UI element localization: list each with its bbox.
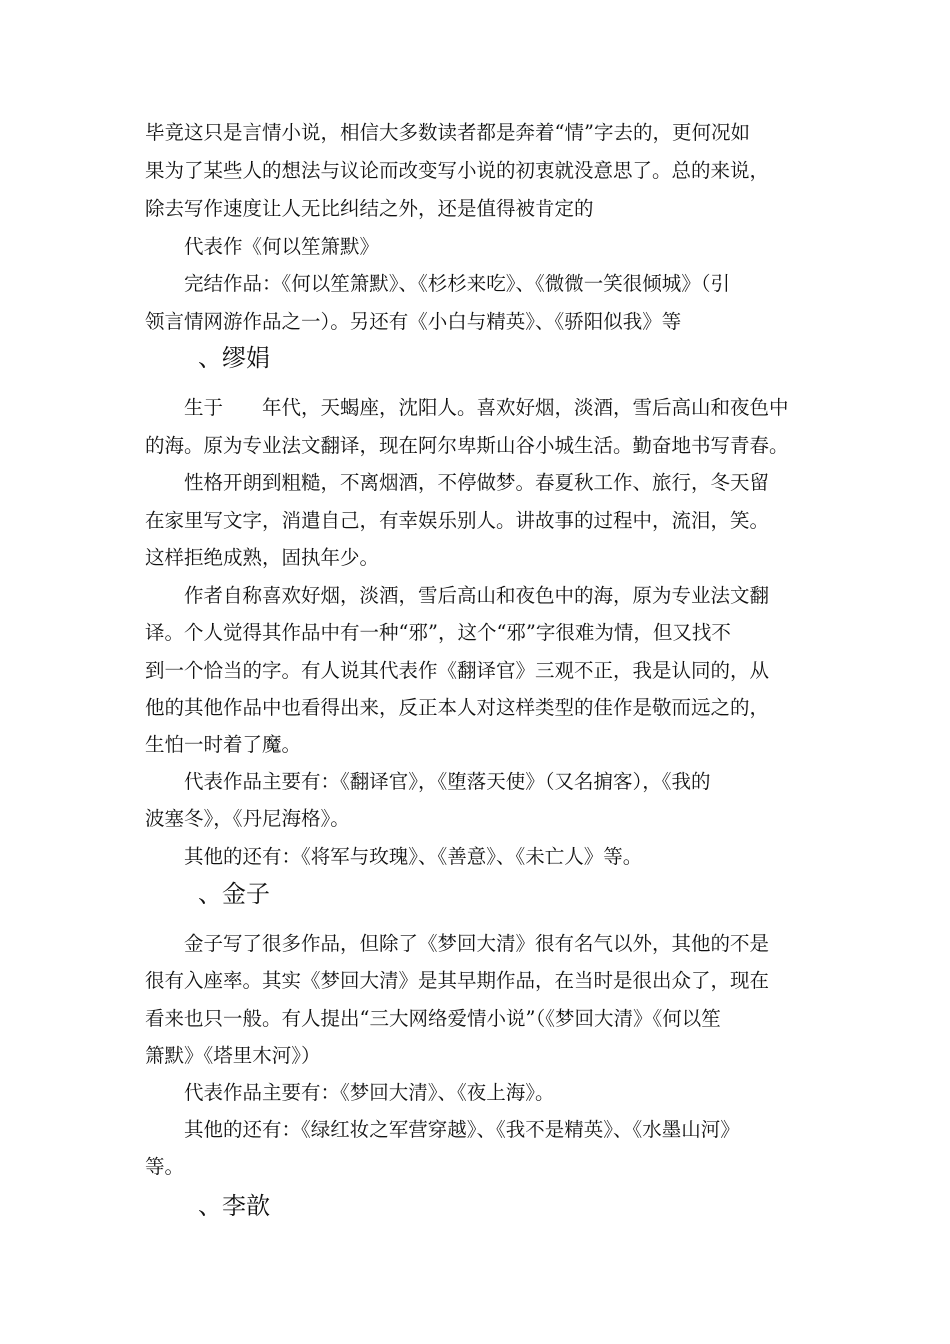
body-text-line: 除去写作速度让人无比纠结之外，还是值得被肯定的: [145, 197, 594, 220]
body-text-line: 完结作品：《何以笙箫默》、《杉杉来吃》、《微微一笑很倾城》（引: [184, 272, 731, 295]
body-text-line: 他的其他作品中也看得出来，反正本人对这样类型的佳作是敬而远之的，: [145, 696, 770, 719]
body-text-line: 毕竟这只是言情小说，相信大多数读者都是奔着“情”字去的，更何况如: [145, 121, 750, 144]
body-text-line: 果为了某些人的想法与议论而改变写小说的初衷就没意思了。总的来说，: [145, 159, 770, 182]
body-text-line: 生于 年代，天蝎座，沈阳人。喜欢好烟，淡酒，雪后高山和夜色中: [184, 396, 789, 419]
body-text-line: 代表作《何以笙箫默》: [184, 235, 380, 258]
body-text-line: 箫默》《塔里木河》）: [145, 1044, 321, 1067]
body-text-line: 的海。原为专业法文翻译，现在阿尔卑斯山谷小城生活。勤奋地书写青春。: [145, 434, 789, 457]
body-text-line: 金子写了很多作品，但除了《梦回大清》很有名气以外，其他的不是: [184, 932, 770, 955]
body-text-line: 这样拒绝成熟，固执年少。: [145, 546, 380, 569]
section-heading: 、缪娟: [198, 344, 270, 372]
body-text-line: 到一个恰当的字。有人说其代表作《翻译官》三观不正，我是认同的，从: [145, 659, 770, 682]
section-heading: 、金子: [198, 880, 270, 908]
body-text-line: 其他的还有：《将军与玫瑰》、《善意》、《未亡人》等。: [184, 845, 643, 868]
section-heading: 、李歆: [198, 1192, 270, 1220]
body-text-line: 很有入座率。其实《梦回大清》是其早期作品，在当时是很出众了，现在: [145, 969, 770, 992]
body-text-line: 生怕一时着了魔。: [145, 733, 302, 756]
body-text-line: 其他的还有：《绿红妆之军营穿越》、《我不是精英》、《水墨山河》: [184, 1118, 740, 1141]
body-text-line: 代表作品主要有：《梦回大清》、《夜上海》。: [184, 1081, 555, 1104]
body-text-line: 译。个人觉得其作品中有一种“邪”，这个“邪”字很难为情，但又找不: [145, 621, 731, 644]
body-text-line: 作者自称喜欢好烟，淡酒，雪后高山和夜色中的海，原为专业法文翻: [184, 584, 770, 607]
body-text-line: 领言情网游作品之一）。另还有《小白与精英》、《骄阳似我》等: [145, 310, 682, 333]
body-text-line: 看来也只一般。有人提出“三大网络爱情小说”（《梦回大清》《何以笙: [145, 1007, 721, 1030]
body-text-line: 性格开朗到粗糙，不离烟酒，不停做梦。春夏秋工作、旅行，冬天留: [184, 471, 770, 494]
body-text-line: 代表作品主要有：《翻译官》，《堕落天使》（又名掮客），《我的: [184, 770, 711, 793]
body-text-line: 波塞冬》，《丹尼海格》。: [145, 807, 350, 830]
body-text-line: 等。: [145, 1155, 185, 1178]
body-text-line: 在家里写文字，消遣自己，有幸娱乐别人。讲故事的过程中，流泪，笑。: [145, 509, 770, 532]
